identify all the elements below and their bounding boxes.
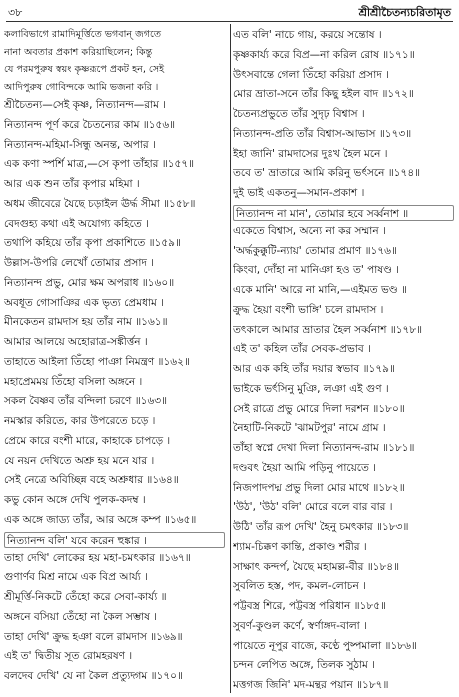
verse-line: এক কণা স্পর্শি মাত্র,—সে কৃপা তাঁহার ॥১৫৭॥ <box>4 158 195 171</box>
prose-line: নানা অবতার প্রকাশ করিয়াছিলেন; কিন্তু <box>4 46 153 58</box>
verse-line: সেই নেত্রে অবিচ্ছিন্ন বহে অশ্রুধার ॥১৬৪॥ <box>4 474 179 487</box>
verse-line: পট্টবস্ত্র শিরে, পট্টবস্ত্র পরিধান ॥১৮৫॥ <box>233 600 386 612</box>
verse-line: একেতে বিশ্বাস, অন্যে না কর সম্মান । <box>233 224 386 237</box>
verse-line: গুণার্ণব মিশ্র নামে এক বিপ্র আর্য্য । <box>4 571 148 584</box>
verse-line: সকল বৈষ্ণব তাঁর বন্দিলা চরণে ॥১৬৩॥ <box>4 395 168 408</box>
column-divider <box>230 24 231 693</box>
verse-line: নিত্যানন্দ প্রভু, মোর ক্ষম অপরাধ ॥১৬০॥ <box>4 276 175 289</box>
verse-line: তাঁহা স্বপ্নে দেখা দিলা নিত্যানন্দ-রাম ॥১৮১॥ <box>233 442 415 454</box>
header-rule <box>6 21 453 22</box>
verse-line: তবে ত' ভ্রাতারে আমি করিনু ভর্ৎসনে ॥১৭৪॥ <box>233 167 421 180</box>
verse-line: সেই রাত্রে প্রভু মোরে দিলা দরশন ॥১৮০॥ <box>233 402 405 415</box>
verse-line: এই ত' কহিল তাঁর সেবক-প্রভাব । <box>233 343 371 356</box>
verse-line: শ্যাম-চিক্কণ কান্তি, প্রকাণ্ড শরীর । <box>233 540 367 553</box>
verse-line: নিজপাদপদ্ম প্রভু দিলা মোর মাথে ॥১৮২॥ <box>233 481 405 494</box>
verse-line: তাহাতে আইলা তিঁহো পাঞা নিমন্ত্রণ ॥১৬২॥ <box>4 355 190 368</box>
verse-line: বেদগুহ্য কথা এই অযোগ্য কহিতে । <box>4 217 149 230</box>
verse-line: কিংবা, দোঁহা না মানিঞা হও ত' পাষণ্ড । <box>233 264 400 277</box>
prose-line: যে পরমপুরুষ স্বয়ং কৃষ্ণরূপে প্রকট হন, সেই <box>4 64 165 75</box>
prose-line: আদিপুরুষ গোবিন্দকে আমি ভজনা করি । <box>4 81 159 93</box>
verse-line: কভু কোন অঙ্গে দেখি পুলক-কদম্ব । <box>4 494 146 506</box>
verse-line: এক অঙ্গে জাড্য তাঁর, আর অঙ্গে কম্প ॥১৬৫॥ <box>4 513 197 526</box>
verse-line: ইহা জানি' রামদাসের দুঃখ হৈল মনে । <box>233 147 388 160</box>
verse-line: নিত্যানন্দ বলি' যবে করেন হুঙ্কার । <box>4 532 225 548</box>
verse-line: মোর ভ্রাতা-সনে তাঁর কিছু হইল বাদ ॥১৭২॥ <box>233 88 414 101</box>
verse-line: অবধূত গোসাঞির এক ভৃত্য প্রেমধাম । <box>4 296 164 309</box>
verse-line: 'অর্দ্ধকুক্কুটি-ন্যায়' তোমার প্রমাণ ॥১৭৬॥ <box>233 244 397 257</box>
verse-line: প্রেমে কারে বংশী মারে, কাহাকে চাপড়ে । <box>4 434 171 447</box>
verse-line: নমস্কার করিতে, কার উপরেতে চড়ে । <box>4 415 156 427</box>
verse-line: সুবর্ণ-কুণ্ডল কর্ণে, স্বর্ণাঙ্গদ-বালা । <box>233 619 367 632</box>
verse-line: আর এক কহি তাঁর দয়ার স্বভাব ॥১৭৯॥ <box>233 363 395 375</box>
verse-line: সুবলিত হস্ত, পদ, কমল-লোচন । <box>233 580 366 593</box>
verse-line: আমার আলয়ে অহোরাত্র-সঙ্কীর্ত্তন । <box>4 336 148 348</box>
verse-line: 'উঠ', 'উঠ' বলি' মোরে বলে বার বার । <box>233 501 393 514</box>
verse-line: একে মানি' আরে না মানি,—এইমত ভণ্ড ॥ <box>233 284 407 296</box>
verse-line: শ্রীচৈতন্য—সেই কৃষ্ণ, নিত্যানন্দ—রাম । <box>4 99 167 111</box>
verse-line: উল্লাস-উপরি লেখোঁ তোমার প্রসাদ । <box>4 257 155 269</box>
verse-line: তাহা দেখি' ক্রুদ্ধ হঞা বলে রামদাস ॥১৬৯॥ <box>4 630 183 643</box>
verse-line: নিত্যানন্দ-মহিমা-সিন্ধু অনন্ত, অপার । <box>4 138 156 151</box>
verse-line: আর এক শুন তাঁর কৃপার মহিমা । <box>4 178 140 190</box>
verse-line: শ্রীমূর্ত্তি-নিকটে তেঁহো করে সেবা-কার্য্য ॥ <box>4 591 167 603</box>
verse-line: চৈতন্যপ্রভুতে তাঁর সুদৃঢ় বিশ্বাস । <box>233 108 365 120</box>
verse-line: ভাইকে ভর্ৎসিনু মুঞি, লঞা এই গুণ । <box>233 382 389 395</box>
verse-line: তথাপি কহিয়ে তাঁর কৃপা প্রকাশিতে ॥১৫৯॥ <box>4 237 181 250</box>
verse-line: উঠি' তাঁর রূপ দেখি' হৈনু চমৎকার ॥১৮৩॥ <box>233 521 409 533</box>
page-number: ৩৮ <box>8 6 23 19</box>
verse-line: অধম জীবেরে যৈছে চড়াইল ঊর্দ্ধ সীমা ॥১৫৮॥ <box>4 197 196 210</box>
verse-line: এত বলি' নাচে গায়, করয়ে সন্তোষ । <box>233 29 382 41</box>
right-column <box>233 26 454 693</box>
verse-line: অঙ্গনে বসিয়া তেঁহো না কৈল সম্ভাষ । <box>4 610 158 623</box>
verse-line: ক্রুদ্ধ হৈয়া বংশী ভাঙ্গি' চলে রামদাস । <box>233 303 384 316</box>
verse-line: মীনকেতন রামদাস হয় তাঁর নাম ॥১৬১॥ <box>4 316 168 329</box>
verse-line: নিত্যানন্দ-প্রতি তাঁর বিশ্বাস-আভাস ॥১৭৩॥ <box>233 127 412 140</box>
verse-line: পায়েতে নূপুর বাজে, কণ্ঠে পুষ্পমালা ॥১৮৬॥ <box>233 639 417 652</box>
verse-line: নৈহাটি-নিকটে 'ঝামটপুর' নামে গ্রাম । <box>233 422 386 435</box>
verse-line: যে নয়ন দেখিতে অশ্রু হয় মনে যার । <box>4 454 155 467</box>
verse-line: নিত্যানন্দ না মান', তোমার হবে সর্ব্বনাশ ॥ <box>233 205 454 221</box>
verse-line: সাক্ষাৎ কন্দর্প, যৈছে মহামল্ল-বীর ॥১৮৪॥ <box>233 560 400 573</box>
page-header <box>8 4 451 22</box>
running-title: শ্রীশ্রীচৈতন্যচরিতামৃত <box>358 6 451 19</box>
verse-line: চন্দন লেপিত অঙ্গে, তিলক সুঠাম । <box>233 659 375 672</box>
verse-line: মত্তগজ জিনি' মদ-মন্থর পয়ান ॥১৮৭॥ <box>233 679 389 691</box>
verse-line: কৃষ্ণকার্য্য করে বিপ্র—না করিল রোষ ॥১৭১॥ <box>233 48 415 61</box>
verse-line: বলদেব দেখি' যে না কৈল প্রত্যুদ্গম ॥১৭০॥ <box>4 670 183 682</box>
verse-line: দণ্ডবৎ হৈয়া আমি পড়িনু পায়েতে । <box>233 461 376 474</box>
prose-line: কলাবিভাগে রামাদিমূর্ত্তিতে ভগবান্ জগতে <box>4 29 162 40</box>
verse-line: তাহা দেখি' লোকের হয় মহা-চমৎকার ॥১৬৭॥ <box>4 551 191 564</box>
verse-line: দুই ভাই একতনু—সমান-প্রকাশ । <box>233 187 365 199</box>
verse-line: নিত্যানন্দ পূর্ণ করে চৈতন্যের কাম ॥১৫৬॥ <box>4 118 176 131</box>
verse-line: এই ত' দ্বিতীয় সূত রোমহরষণ । <box>4 650 133 663</box>
verse-line: তৎকালে আমার ভ্রাতার হৈল সর্ব্বনাশ ॥১৭৮॥ <box>233 323 423 336</box>
left-column <box>4 26 225 693</box>
verse-line: মহাপ্রেমময় তিঁহো বসিলা অঙ্গনে । <box>4 375 143 388</box>
verse-line: উৎসবান্তে গেলা তিঁহো করিয়া প্রসাদ । <box>233 68 389 81</box>
